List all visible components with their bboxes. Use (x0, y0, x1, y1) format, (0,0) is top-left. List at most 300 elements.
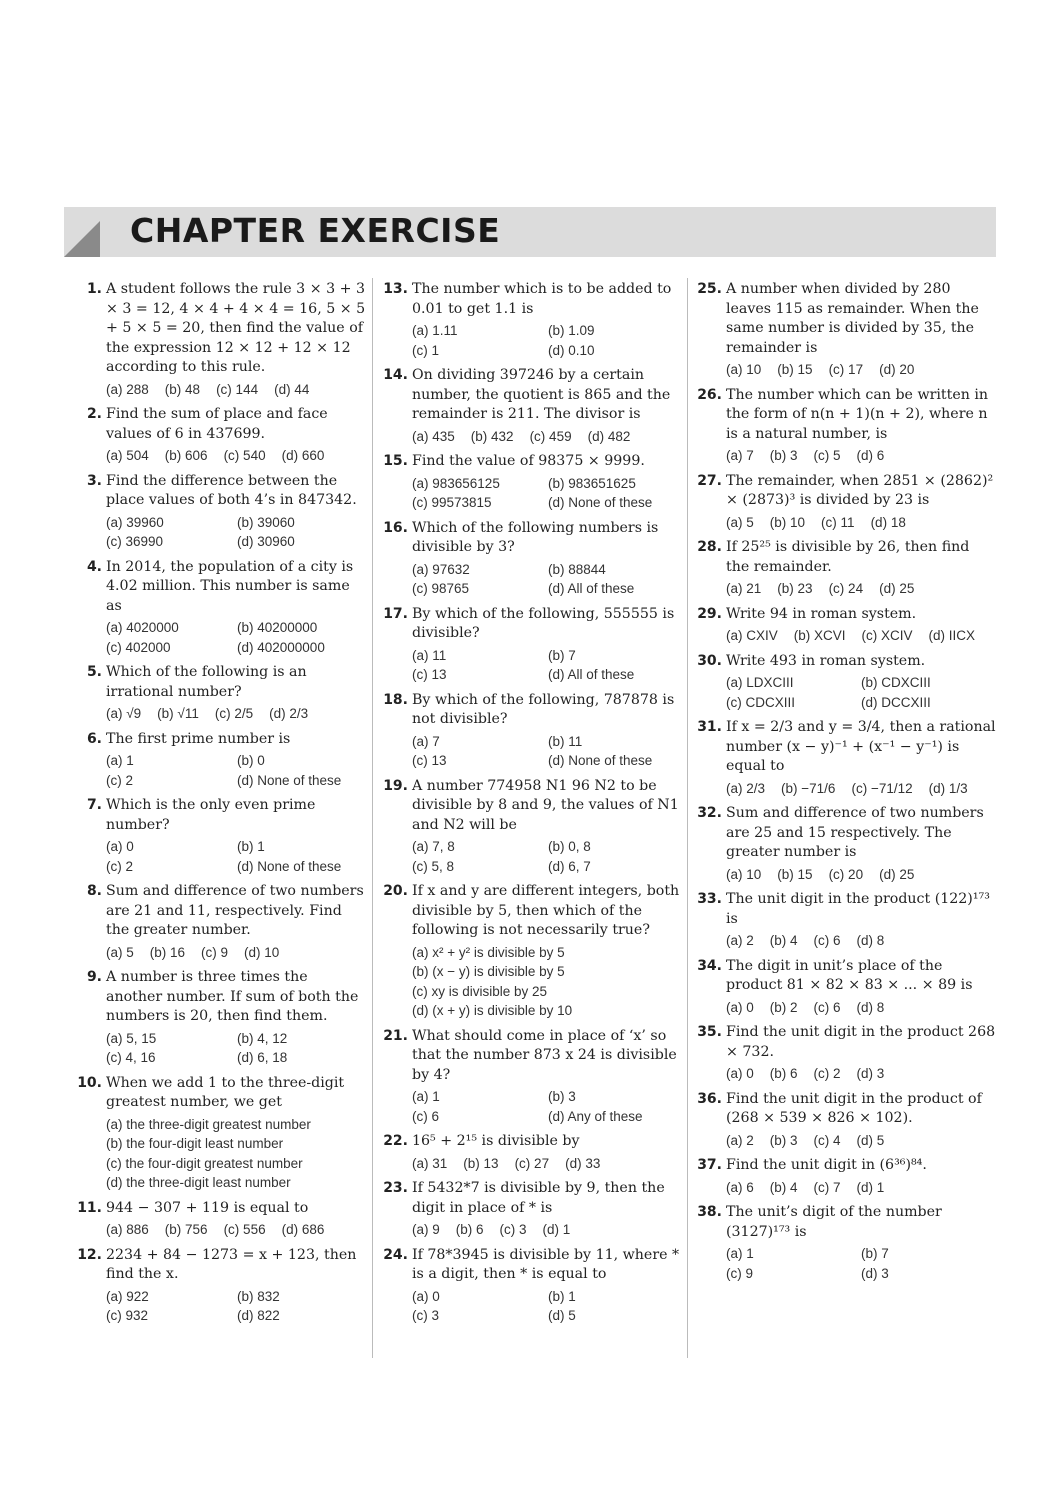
answer-option: (d) 3 (856, 1066, 885, 1081)
question-text: The digit in unit’s place of the product 81 × 82 × 83 × ... × 89 is (726, 957, 973, 993)
answer-option: (a) 504 (106, 448, 149, 463)
question-item (382, 777, 684, 877)
question-item (382, 366, 684, 446)
answer-option: (a) 7, 8 (412, 839, 455, 854)
question-number: 3. (86, 472, 102, 489)
question-number: 33. (697, 891, 722, 907)
answer-option: (d) 5 (548, 1308, 576, 1323)
question-number: 27. (697, 472, 722, 489)
answer-option: (c) 98765 (412, 581, 470, 596)
answer-option: (c) 24 (828, 581, 864, 596)
answer-option: (d) 402000000 (237, 639, 325, 655)
question-number: 13. (383, 281, 408, 297)
answer-option: (b) 3 (769, 1132, 798, 1148)
question-text: Sum and difference of two numbers are 25 and 15 respectively. The greater number is (726, 805, 984, 860)
question-number: 35. (697, 1024, 722, 1040)
answer-option: (a) √9 (106, 706, 142, 721)
answer-option: (a) 39960 (106, 514, 164, 530)
answer-option: (b) 1 (548, 1288, 576, 1304)
answer-option: (c) CDCXIII (726, 694, 795, 710)
question-number: 22. (383, 1133, 408, 1149)
answer-options (412, 1087, 684, 1126)
question-number: 5. (86, 664, 102, 680)
answer-option: (b) 6 (769, 1066, 798, 1081)
answer-option: (c) 5, 8 (412, 858, 455, 874)
question-number: 12. (77, 1246, 102, 1263)
answer-option: (c) 6 (813, 999, 841, 1015)
question-item (76, 280, 368, 399)
answer-option: (d) All of these (548, 581, 635, 596)
question-number: 20. (383, 883, 408, 899)
question-text: Which of the following is an irrational number? (106, 664, 307, 700)
answer-option: (b) 432 (470, 428, 514, 444)
answer-option: (c) 402000 (106, 639, 171, 655)
answer-option: (b) 6 (455, 1222, 484, 1237)
answer-option: (c) the four-digit greatest number (106, 1155, 303, 1171)
answer-options (726, 998, 996, 1018)
answer-option: (a) the three-digit greatest number (106, 1116, 311, 1132)
answer-option: (d) 822 (237, 1308, 280, 1323)
answer-option: (a) CXIV (726, 628, 778, 643)
answer-options (106, 1029, 368, 1068)
question-item (696, 652, 996, 713)
question-number: 31. (697, 719, 722, 735)
answer-option: (a) 10 (726, 362, 762, 377)
answer-option: (b) 88844 (548, 561, 606, 577)
answer-option: (c) 11 (821, 514, 855, 530)
answer-option: (a) 1 (726, 1246, 754, 1261)
answer-option: (b) 3 (548, 1089, 576, 1104)
question-item (382, 605, 684, 685)
question-text: Which of the following numbers is divisible by 3? (412, 519, 659, 555)
answer-option: (a) 7 (412, 733, 440, 749)
answer-option: (d) 30960 (237, 534, 295, 549)
question-number: 19. (383, 777, 408, 794)
question-number: 28. (697, 539, 722, 555)
answer-option: (c) 99573815 (412, 495, 492, 510)
answer-option: (c) 20 (828, 866, 864, 882)
answer-option: (b) 756 (164, 1222, 208, 1237)
answer-option: (b) √11 (157, 706, 199, 721)
answer-options (106, 446, 368, 466)
question-text: The unit digit in the product (122)¹⁷³ is (726, 891, 990, 927)
question-text: Find the value of 98375 × 9999. (412, 453, 645, 469)
answer-option: (d) None of these (548, 495, 653, 510)
question-number: 6. (86, 730, 102, 747)
answer-option: (b) 23 (777, 581, 813, 596)
question-item (76, 730, 368, 791)
answer-option: (d) 2/3 (269, 706, 309, 721)
answer-option: (b) 4, 12 (237, 1030, 288, 1046)
answer-option: (d) 5 (856, 1132, 885, 1148)
answer-option: (a) 1 (412, 1089, 440, 1104)
answer-option: (a) 435 (412, 428, 455, 444)
question-text: A number is three times the another number. If sum of both the numbers is 20, then find them. (106, 969, 359, 1024)
answer-option: (a) 1.11 (412, 323, 458, 338)
answer-option: (d) 6 (856, 448, 885, 463)
question-item (382, 1132, 684, 1173)
answer-option: (a) 10 (726, 866, 762, 882)
question-item (382, 1179, 684, 1240)
answer-options (412, 732, 684, 771)
question-item (76, 405, 368, 466)
question-item (696, 804, 996, 884)
answer-option: (a) 97632 (412, 561, 470, 577)
question-item (382, 280, 684, 360)
answer-option: (a) 0 (726, 1066, 754, 1081)
answer-option: (d) 660 (281, 448, 325, 463)
answer-option: (b) 2 (769, 999, 798, 1015)
answer-option: (b) 3 (769, 448, 798, 463)
answer-option: (d) IICX (928, 628, 976, 643)
question-item (76, 1199, 368, 1240)
question-number: 25. (697, 281, 722, 297)
answer-option: (b) the four-digit least number (106, 1136, 284, 1151)
question-item (76, 1246, 368, 1326)
answer-option: (d) 0.10 (548, 342, 595, 358)
question-number: 26. (697, 386, 722, 403)
answer-options (106, 1287, 368, 1326)
answer-options (106, 618, 368, 657)
answer-option: (a) 922 (106, 1288, 149, 1304)
question-number: 32. (697, 805, 722, 821)
answer-options (106, 1220, 368, 1240)
answer-options (412, 837, 684, 876)
answer-option: (b) 48 (164, 381, 201, 397)
question-column-2 (382, 280, 684, 1332)
question-item (696, 1090, 996, 1151)
question-column-1 (76, 280, 368, 1332)
answer-option: (c) 6 (412, 1108, 439, 1124)
answer-option: (d) 6, 18 (237, 1050, 288, 1065)
answer-option: (d) 1 (856, 1179, 885, 1195)
question-number: 2. (86, 406, 102, 422)
question-text: When we add 1 to the three-digit greatest number, we get (106, 1074, 345, 1110)
answer-option: (b) 40200000 (237, 620, 318, 635)
answer-option: (d) (x + y) is divisible by 10 (412, 1003, 573, 1018)
answer-option: (b) 7 (861, 1246, 889, 1261)
answer-option: (c) 2/5 (214, 706, 254, 721)
question-number: 34. (697, 957, 722, 974)
question-number: 4. (86, 558, 102, 575)
answer-option: (a) 21 (726, 581, 762, 596)
question-item (696, 605, 996, 646)
answer-option: (d) None of these (237, 858, 342, 874)
answer-option: (b) −71/6 (781, 780, 836, 796)
answer-options (106, 1115, 368, 1193)
question-text: Find the unit digit in the product of (268 × 539 × 826 × 102). (726, 1090, 982, 1126)
chapter-title: CHAPTER EXERCISE (130, 211, 501, 250)
answer-options (726, 779, 996, 799)
question-item (76, 796, 368, 876)
answer-option: (c) 13 (412, 667, 447, 682)
answer-options (726, 1131, 996, 1151)
answer-options (726, 513, 996, 533)
question-item (382, 1246, 684, 1326)
answer-option: (c) 144 (216, 381, 259, 397)
answer-options (726, 446, 996, 466)
answer-option: (c) 9 (201, 944, 229, 960)
answer-option: (a) 288 (106, 381, 149, 397)
question-number: 14. (383, 367, 408, 383)
answer-option: (d) DCCXIII (861, 694, 931, 710)
answer-option: (a) 886 (106, 1222, 149, 1237)
answer-option: (b) 7 (548, 647, 576, 663)
answer-option: (a) 6 (726, 1179, 754, 1195)
question-item (696, 1203, 996, 1283)
answer-option: (d) All of these (548, 667, 635, 682)
answer-option: (c) 17 (828, 362, 864, 377)
question-text: The unit’s digit of the number (3127)¹⁷³ is (726, 1204, 942, 1240)
question-text: On dividing 397246 by a certain number, the quotient is 865 and the remainder is 211. The divisor is (412, 367, 671, 422)
answer-option: (b) 983651625 (548, 475, 636, 491)
answer-option: (b) 13 (463, 1155, 499, 1171)
answer-option: (d) 3 (861, 1265, 889, 1281)
answer-option: (b) 4 (769, 1179, 798, 1195)
question-text: The number which can be written in the form of n(n + 1)(n + 2), where n is a natural number, is (726, 386, 989, 442)
question-text: What should come in place of ‘x’ so that the number 873 x 24 is divisible by 4? (412, 1027, 677, 1083)
answer-option: (b) 1 (237, 839, 265, 854)
question-item (696, 538, 996, 599)
header-corner-decoration (64, 221, 100, 257)
answer-options (106, 704, 368, 724)
answer-option: (b) 39060 (237, 514, 295, 530)
answer-options (106, 943, 368, 963)
answer-option: (c) −71/12 (851, 780, 913, 796)
question-text: Sum and difference of two numbers are 21 and 11, respectively. Find the greater number. (106, 883, 364, 938)
question-text: Find the difference between the place values of both 4’s in 847342. (106, 472, 357, 508)
question-text: 944 − 307 + 119 is equal to (106, 1199, 309, 1216)
question-item (696, 1023, 996, 1084)
question-text: A number when divided by 280 leaves 115 as remainder. When the same number is divided by 35, the remainder is (726, 281, 979, 356)
answer-option: (b) 606 (164, 448, 208, 463)
answer-option: (c) 27 (514, 1155, 550, 1171)
answer-options (726, 931, 996, 951)
question-text: A number 774958 N1 96 N2 to be divisible by 8 and 9, the values of N1 and N2 will be (412, 777, 679, 833)
answer-options (412, 1220, 684, 1240)
question-item (696, 386, 996, 466)
question-text: Write 94 in roman system. (726, 605, 917, 622)
answer-option: (a) 2 (726, 1132, 754, 1148)
answer-option: (b) 832 (237, 1288, 280, 1304)
answer-option: (c) 4 (813, 1132, 841, 1148)
answer-option: (c) 2 (106, 858, 133, 874)
question-number: 24. (383, 1246, 408, 1263)
answer-option: (d) 1 (542, 1222, 571, 1237)
answer-option: (a) 7 (726, 448, 754, 463)
answer-option: (c) 13 (412, 753, 447, 768)
answer-option: (d) 20 (879, 362, 915, 377)
answer-option: (d) the three-digit least number (106, 1175, 291, 1190)
answer-option: (d) 25 (879, 866, 915, 882)
question-text: Find the sum of place and face values of 6 in 437699. (106, 406, 328, 442)
answer-option: (c) XCIV (861, 628, 913, 643)
answer-option: (c) 7 (813, 1179, 841, 1195)
answer-options (726, 865, 996, 885)
question-number: 1. (86, 281, 102, 297)
question-number: 10. (77, 1074, 102, 1091)
answer-option: (c) 932 (106, 1308, 149, 1323)
answer-option: (d) 8 (856, 933, 885, 948)
answer-options (412, 1287, 684, 1326)
question-number: 11. (77, 1199, 102, 1216)
question-item (382, 691, 684, 771)
question-number: 9. (86, 969, 102, 985)
answer-options (106, 380, 368, 400)
answer-option: (a) 983656125 (412, 475, 500, 491)
question-number: 23. (383, 1180, 408, 1196)
question-number: 37. (697, 1157, 722, 1173)
question-number: 30. (697, 652, 722, 669)
answer-options (412, 1154, 684, 1174)
answer-option: (d) None of these (548, 753, 653, 768)
question-text: A student follows the rule 3 × 3 + 3 × 3 = 12, 4 × 4 + 4 × 4 = 16, 5 × 5 + 5 × 5 = 20, then find the value of the expression 12 × 12 + 12 × 12 according to this rule. (106, 281, 366, 375)
answer-option: (c) 3 (412, 1308, 439, 1323)
answer-option: (d) 25 (879, 581, 915, 596)
answer-option: (a) 0 (412, 1288, 440, 1304)
question-text: In 2014, the population of a city is 4.02 million. This number is same as (106, 558, 354, 614)
answer-options (726, 673, 996, 712)
question-item (696, 472, 996, 533)
answer-option: (c) 4, 16 (106, 1050, 156, 1065)
question-number: 17. (383, 605, 408, 622)
answer-option: (d) 18 (870, 514, 906, 530)
question-text: Write 493 in roman system. (726, 652, 926, 669)
question-number: 8. (86, 883, 102, 899)
question-item (76, 1074, 368, 1193)
answer-option: (d) None of these (237, 772, 342, 788)
answer-option: (b) 15 (777, 866, 813, 882)
answer-option: (a) 2/3 (726, 780, 766, 796)
answer-option: (a) 9 (412, 1222, 440, 1237)
answer-option: (a) 2 (726, 933, 754, 948)
question-text: If 5432*7 is divisible by 9, then the digit in place of * is (412, 1180, 665, 1216)
question-number: 15. (383, 453, 408, 469)
answer-option: (a) 0 (726, 999, 754, 1015)
answer-option: (c) 2 (813, 1066, 841, 1081)
answer-option: (d) Any of these (548, 1108, 643, 1124)
question-number: 7. (86, 797, 102, 813)
answer-option: (b) 16 (149, 944, 186, 960)
answer-option: (a) 1 (106, 753, 134, 768)
question-text: Which is the only even prime number? (106, 797, 316, 833)
question-text: By which of the following, 787878 is not divisible? (412, 691, 675, 727)
answer-option: (b) 1.09 (548, 323, 595, 338)
question-number: 21. (383, 1027, 408, 1044)
question-number: 16. (383, 519, 408, 536)
answer-options (726, 579, 996, 599)
question-text: 2234 + 84 − 1273 = x + 123, then find the x. (106, 1246, 357, 1282)
answer-option: (c) xy is divisible by 25 (412, 983, 548, 999)
question-item (382, 519, 684, 599)
answer-option: (c) 459 (529, 428, 572, 444)
question-text: If 78*3945 is divisible by 11, where * is a digit, then * is equal to (412, 1246, 680, 1282)
answer-option: (b) 4 (769, 933, 798, 948)
question-item (76, 882, 368, 962)
answer-options (412, 646, 684, 685)
answer-options (106, 751, 368, 790)
answer-option: (a) 4020000 (106, 620, 179, 635)
answer-option: (c) 5 (813, 448, 841, 463)
answer-option: (c) 2 (106, 772, 133, 788)
question-text: If 25²⁵ is divisible by 26, then find the remainder. (726, 539, 970, 575)
answer-option: (a) 5 (726, 514, 754, 530)
answer-option: (b) 10 (769, 514, 806, 530)
question-item (696, 280, 996, 380)
question-text: Find the unit digit in the product 268 × 732. (726, 1024, 996, 1060)
answer-option: (b) 0, 8 (548, 839, 591, 854)
answer-options (412, 427, 684, 447)
question-text: If x = 2/3 and y = 3/4, then a rational number (x − y)⁻¹ + (x⁻¹ − y⁻¹) is equal to (726, 719, 996, 774)
answer-option: (d) 10 (244, 944, 280, 960)
answer-options (726, 1244, 996, 1283)
answer-option: (d) 6, 7 (548, 858, 591, 874)
answer-option: (b) XCVI (793, 628, 846, 643)
answer-options (412, 321, 684, 360)
answer-option: (c) 540 (223, 448, 266, 463)
answer-option: (a) 0 (106, 839, 134, 854)
answer-option: (c) 36990 (106, 534, 164, 549)
question-item (696, 957, 996, 1018)
answer-option: (b) (x − y) is divisible by 5 (412, 964, 565, 979)
answer-options (106, 837, 368, 876)
question-text: The first prime number is (106, 730, 291, 747)
question-number: 29. (697, 605, 722, 622)
answer-options (412, 474, 684, 513)
question-item (696, 1156, 996, 1197)
question-item (76, 558, 368, 658)
answer-option: (a) 5, 15 (106, 1030, 157, 1046)
answer-option: (a) 11 (412, 647, 447, 663)
answer-option: (a) 5 (106, 944, 134, 960)
answer-options (726, 1178, 996, 1198)
answer-options (106, 513, 368, 552)
question-item (382, 882, 684, 1021)
question-text: The number which is to be added to 0.01 to get 1.1 is (412, 281, 672, 317)
question-number: 38. (697, 1204, 722, 1220)
answer-option: (b) 0 (237, 753, 265, 768)
answer-option: (b) CDXCIII (861, 675, 931, 690)
answer-option: (d) 44 (274, 381, 310, 397)
question-text: If x and y are different integers, both divisible by 5, then which of the following is not necessarily true? (412, 883, 680, 938)
answer-options (412, 943, 684, 1021)
question-item (76, 663, 368, 724)
answer-option: (b) 15 (777, 362, 813, 377)
answer-option: (c) 556 (223, 1222, 266, 1237)
question-item (696, 718, 996, 798)
answer-options (726, 1064, 996, 1084)
answer-option: (b) 11 (548, 733, 583, 749)
answer-options (412, 560, 684, 599)
answer-options (726, 626, 996, 646)
question-item (382, 452, 684, 513)
question-number: 18. (383, 691, 408, 708)
column-divider (372, 278, 373, 1358)
answer-option: (c) 3 (499, 1222, 527, 1237)
question-text: The remainder, when 2851 × (2862)² × (2873)³ is divided by 23 is (726, 472, 994, 508)
column-divider (687, 278, 688, 1358)
answer-option: (c) 6 (813, 933, 841, 948)
answer-option: (d) 686 (281, 1222, 325, 1237)
answer-option: (c) 1 (412, 342, 439, 358)
answer-options (726, 360, 996, 380)
question-text: By which of the following, 555555 is divisible? (412, 605, 675, 641)
answer-option: (a) x² + y² is divisible by 5 (412, 944, 565, 960)
question-item (696, 890, 996, 951)
answer-option: (d) 482 (587, 428, 631, 444)
answer-option: (d) 1/3 (928, 780, 968, 796)
answer-option: (d) 8 (856, 999, 885, 1015)
